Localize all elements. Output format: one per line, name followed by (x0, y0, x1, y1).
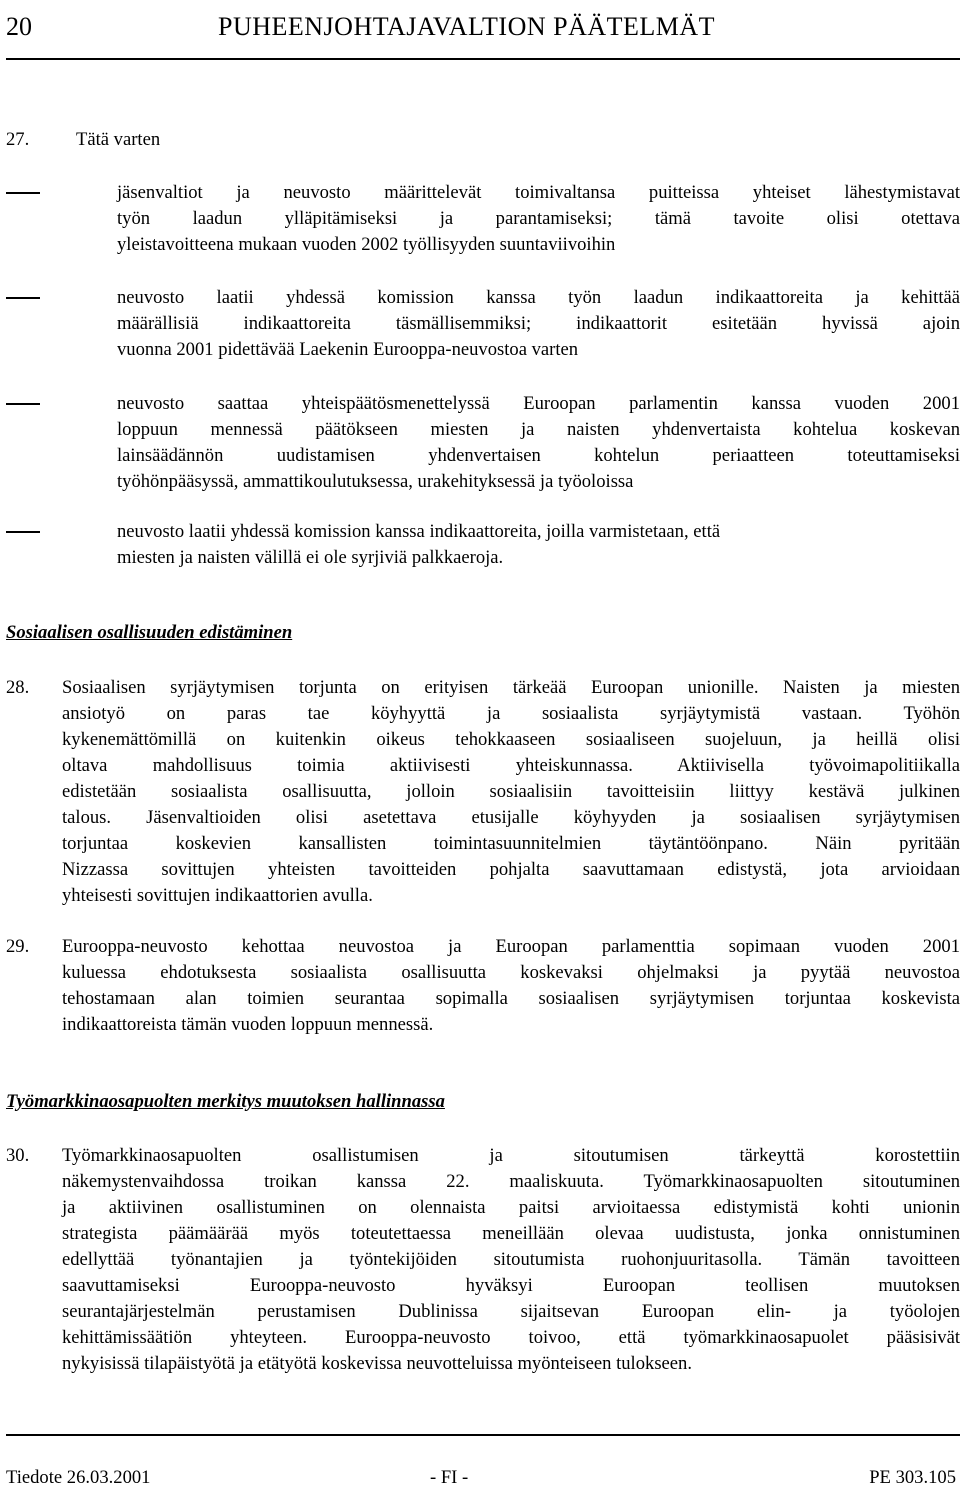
text-line: yhteisesti sovittujen indikaattorien avulla. (62, 885, 373, 906)
text-line: näkemystenvaihdossa troikan kanssa 22. maaliskuuta. Työmarkkinaosapuolten sitoutuminen (62, 1171, 960, 1192)
paragraph-number: 28. (6, 677, 30, 698)
text-line: Sosiaalisen syrjäytymisen torjunta on erityisen tärkeää Euroopan unionille. Naisten ja miesten (62, 677, 960, 698)
text-line: neuvosto saattaa yhteispäätösmenettelyssä Euroopan parlamentin kanssa vuoden 2001 (117, 393, 960, 414)
page-title: PUHEENJOHTAJAVALTION PÄÄTELMÄT (218, 12, 716, 41)
text-line: määrällisiä indikaattoreita täsmällisemmiksi; indikaattorit esitetään hyvissä ajoin (117, 313, 960, 334)
bullet-text (117, 519, 960, 571)
dash-bullet-icon (6, 531, 40, 533)
text-line: vuonna 2001 pidettävää Laekenin Eurooppa-neuvostoa varten (117, 339, 579, 360)
dash-bullet-icon (6, 297, 40, 299)
paragraph-number: 30. (6, 1145, 30, 1166)
text-line: indikaattoreista tämän vuoden loppuun mennessä. (62, 1014, 434, 1035)
text-line: neuvosto laatii yhdessä komission kanssa työn laadun indikaattoreita ja kehittää (117, 287, 960, 308)
text-line: kykenemättömillä on kuitenkin oikeus tehokkaaseen sosiaaliseen suojeluun, ja heillä olisi (62, 729, 960, 750)
footer-language: - FI - (430, 1467, 469, 1488)
paragraph-text (62, 1143, 960, 1377)
text-line: ansiotyö on paras tae köyhyyttä ja sosiaalista syrjäytymistä vastaan. Työhön (62, 703, 960, 724)
item-intro-text: Tätä varten (76, 129, 161, 150)
text-line: miesten ja naisten välillä ei ole syrjiviä palkkaeroja. (117, 547, 504, 568)
section-heading: Työmarkkinaosapuolten merkitys muutoksen hallinnassa (6, 1091, 445, 1112)
text-line: loppuun mennessä päätökseen miesten ja naisten yhdenvertaista kohtelua koskevan (117, 419, 960, 440)
text-line: neuvosto laatii yhdessä komission kanssa indikaattoreita, joilla varmistetaan, että (117, 521, 721, 542)
bullet-text (117, 285, 960, 363)
text-line: ja aktiivinen osallistuminen on olennaista paitsi arvioitaessa edistymistä kohti unionin (62, 1197, 960, 1218)
dash-bullet-icon (6, 192, 40, 194)
text-line: työn laadun ylläpitämiseksi ja parantamiseksi; tämä tavoite olisi otettava (117, 208, 960, 229)
text-line: työhönpääsyssä, ammattikoulutuksessa, urakehityksessä ja työoloissa (117, 471, 634, 492)
text-line: yleistavoitteena mukaan vuoden 2002 työllisyyden suuntaviivoihin (117, 234, 616, 255)
text-line: tehostamaan alan toimien seurantaa sopimalla sosiaalisen syrjäytymisen torjuntaa koskevista (62, 988, 960, 1009)
text-line: kehittämissäätiön yhteyteen. Eurooppa-neuvosto toivoo, että työmarkkinaosapuolet pääsisivät (62, 1327, 960, 1348)
paragraph-text (62, 934, 960, 1038)
text-line: torjuntaa koskevien kansallisten toimintasuunnitelmien täytäntöönpano. Näin pyritään (62, 833, 960, 854)
footer-release: Tiedote 26.03.2001 (6, 1467, 151, 1488)
page-header (6, 10, 956, 52)
dash-bullet-icon (6, 403, 40, 405)
text-line: saavuttamiseksi Eurooppa-neuvosto hyväksyi Euroopan teollisen muutoksen (62, 1275, 960, 1296)
header-rule (6, 58, 960, 60)
text-line: kuluessa ehdotuksesta sosiaalista osallisuutta koskevaksi ohjelmaksi ja pyytää neuvostoa (62, 962, 960, 983)
footer-reference: PE 303.105 (869, 1467, 956, 1488)
bullet-text (117, 391, 960, 495)
text-line: oltava mahdollisuus toimia aktiivisesti yhteiskunnassa. Aktiivisella työvoimapolitiikalla (62, 755, 960, 776)
text-line: seurantajärjestelmän perustamisen Dublinissa sijaitsevan Euroopan elin- ja työolojen (62, 1301, 960, 1322)
text-line: Eurooppa-neuvosto kehottaa neuvostoa ja Euroopan parlamenttia sopimaan vuoden 2001 (62, 936, 960, 957)
paragraph-number: 29. (6, 936, 30, 957)
bullet-text (117, 180, 960, 258)
page-footer (6, 1434, 956, 1488)
item-number: 27. (6, 129, 30, 150)
text-line: lainsäädännön uudistamisen yhdenvertaisen kohtelun periaatteen toteuttamiseksi (117, 445, 960, 466)
text-line: Nizzassa sovittujen yhteisten tavoitteiden pohjalta saavuttamaan edistystä, jota arvioidaan (62, 859, 960, 880)
text-line: jäsenvaltiot ja neuvosto määrittelevät toimivaltansa puitteissa yhteiset lähestymistavat (117, 182, 960, 203)
page-number: 20 (6, 12, 32, 41)
text-line: strategista päämäärää myös toteutettaessa meneillään olevaa uudistusta, jonka onnistuminen (62, 1223, 960, 1244)
footer-rule (6, 1434, 960, 1436)
text-line: talous. Jäsenvaltioiden olisi asetettava etusijalle köyhyyden ja sosiaalisen syrjäytymisen (62, 807, 960, 828)
section-heading: Sosiaalisen osallisuuden edistäminen (6, 622, 293, 643)
text-line: edistetään sosiaalista osallisuutta, jolloin sosiaalisiin tavoitteisiin liittyy kestävä julkinen (62, 781, 960, 802)
text-line: nykyisissä tilapäistyötä ja etätyötä koskevissa neuvotteluissa myönteiseen tulokseen. (62, 1353, 692, 1374)
paragraph-text (62, 675, 960, 909)
text-line: edellyttää työnantajien ja työntekijöiden sitoutumista ruohonjuuritasolla. Tämän tavoitteen (62, 1249, 960, 1270)
text-line: Työmarkkinaosapuolten osallistumisen ja sitoutumisen tärkeyttä korostettiin (62, 1145, 960, 1166)
